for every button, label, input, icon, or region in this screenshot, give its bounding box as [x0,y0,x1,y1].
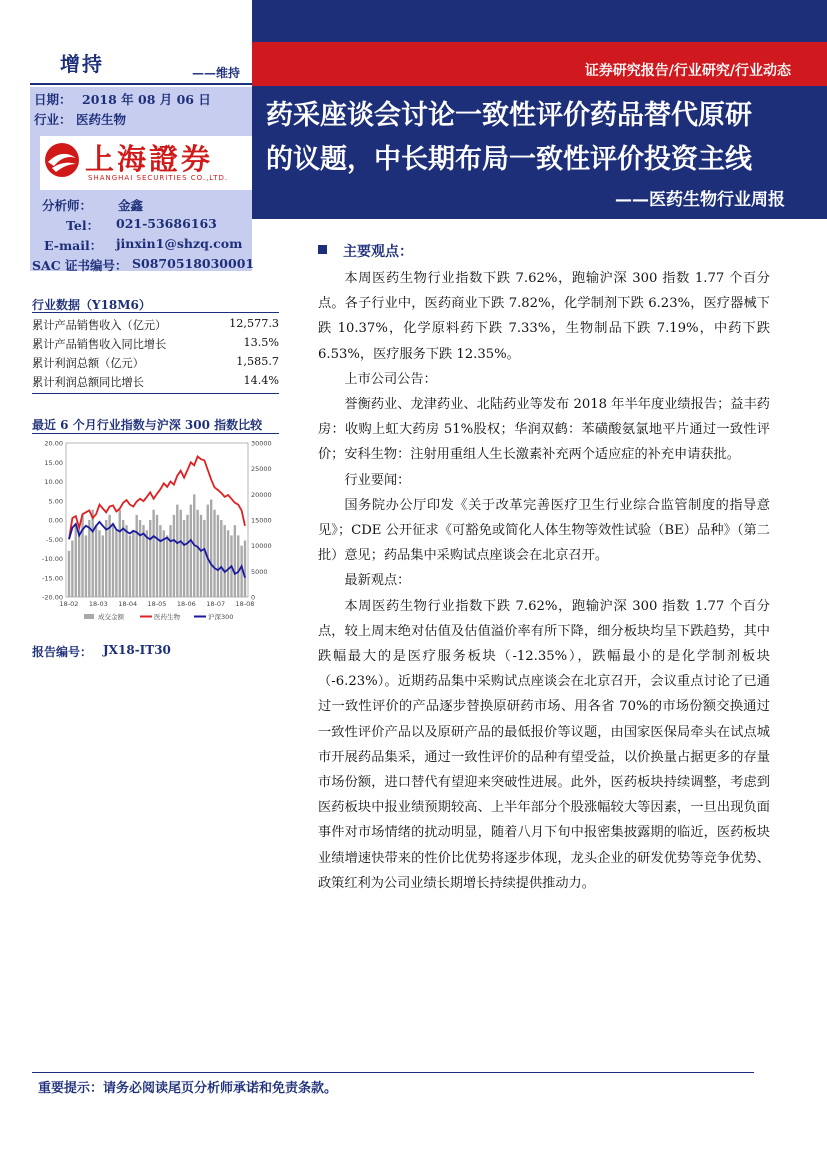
rating: 增持 [60,52,104,76]
volume-bar [169,525,171,597]
volume-bar [196,510,198,597]
paragraph: 行业要闻： [344,472,411,488]
row-label: 累计利润总额（亿元） [32,357,144,370]
paragraph: 最新观点： [344,573,411,589]
industry-data-title: 行业数据（Y18M6） [32,298,151,312]
index-comparison-chart [32,437,282,627]
volume-bar [149,520,151,597]
paragraph: 本周医药生物行业指数下跌 7.62%，跑输沪深 300 指数 1.77 个百分点。各子行业中，医药商业下跌 7.82%，化学制剂下跌 6.23%，医疗器械下跌 10.37%，化学原料药下跌 7.33%，生物制品下跌 7.19%，中药下跌 6.53%，医疗服务下跌 12.35%。 [318,271,770,362]
x-tick-label: 18-08 [235,600,255,608]
paragraph: 国务院办公厅印发《关于改革完善医疗卫生行业综合监管制度的指导意见》；CDE 公开征求《可豁免或简化人体生物等效性试验（BE）品种》（第二批）意见；药品集中采购试点座谈会在北京召开。 [318,497,770,564]
rating-sub: ——维持 [192,66,241,80]
row-label: 累计产品销售收入同比增长 [32,338,167,351]
legend-swatch-volume [84,614,94,619]
volume-bar [244,541,246,597]
x-tick-label: 18-03 [88,600,108,608]
main-heading: 主要观点： [343,244,413,260]
volume-bar [146,530,148,597]
sac-value: S0870518030001 [132,256,255,271]
report-subtitle: ——医药生物行业周报 [615,190,785,210]
volume-bar [95,525,97,597]
table-row [32,317,279,333]
volume-bar [183,520,185,597]
footer-rule [32,1072,754,1073]
volume-bar [105,520,107,597]
volume-bar [190,505,192,597]
volume-bar [68,551,70,597]
logo-mark-icon [42,140,82,180]
y-tick-label-left: 15.00 [44,458,63,467]
y-tick-label-left: -20.00 [42,593,63,602]
y-tick-label-left: 5.00 [48,497,63,506]
volume-bar [88,520,90,597]
y-tick-label-left: 10.00 [44,478,63,486]
volume-bar [139,520,141,597]
table-row [32,374,279,390]
volume-bar [115,530,117,597]
table-row [32,336,279,352]
y-tick-label-right: 25000 [251,465,272,474]
legend-label: 沪深300 [208,613,234,621]
volume-bar [132,530,134,597]
paragraph: 誉衡药业、龙津药业、北陆药业等发布 2018 年半年度业绩报告；益丰药房：收购上虹大药房 51%股权；华润双鹤：苯磺酸氨氯地平片通过一致性评价；安科生物：注射用重组人生长激素补充两个适应症的补充申请获批。 [318,397,770,463]
header-band-top [252,0,827,42]
volume-bar [223,525,225,597]
y-tick-label-left: -5.00 [46,535,63,544]
row-value: 14.4% [243,374,279,387]
volume-bar [85,535,87,597]
report-no-label: 报告编号： [32,645,93,659]
table-rule [32,312,279,313]
date-label: 日期： [34,92,72,107]
paragraph: 本周医药生物行业指数下跌 7.62%，跑输沪深 300 指数 1.77 个百分点，较上周末绝对估值及估值溢价率有所下降，细分板块均呈下跌趋势，其中跌幅最大的是医疗服务板块（-12.35%），跌幅最小的是化学制剂板块（-6.23%）。近期药品集中采购试点座谈会在北京召开，会议重点讨论了已通过一致性评价的产品逐步替换原研药市场、用各省 70%的市场份额交换通过一致性评价产品以及原研产品的最低报价等议题，由国家医保局牵头在试点城市开展药品集采，通过一致性评价的品种有望受益，以价换量占据更多的存量市场份额，进口替代有望迎来突破性进展。此外，医药板块持续调整，考虑到医药板块中报业绩预期较高、上半年部分个股涨幅较大等因素，一旦出现负面事件对市场情绪的扰动明显，随着八月下旬中报密集披露期的临近，医药板块业绩增速快带来的性价比优势将逐步体现，龙头企业的研发优势等竞争优势、政策红利为公司业绩长期增长持续提供推动力。 [318,598,770,891]
volume-bar [186,515,188,597]
volume-bar [166,535,168,597]
y-tick-label-right: 15000 [251,516,272,525]
report-category: 证券研究报告/行业研究/行业动态 [584,63,791,79]
y-tick-label-right: 0 [251,593,256,602]
volume-bar [179,510,181,597]
tel-value: 021-53686163 [116,216,217,231]
volume-bar [227,530,229,597]
date-value: 2018 年 08 月 06 日 [82,92,211,107]
y-tick-label-left: -10.00 [42,555,63,563]
volume-bar [122,520,124,597]
volume-bar [159,525,161,597]
volume-bar [237,535,239,597]
volume-bar [200,515,202,597]
volume-bar [78,530,80,597]
volume-bar [152,510,154,597]
logo-en: SHANGHAI SECURITIES CO.,LTD. [88,174,229,182]
row-value: 13.5% [243,336,279,349]
legend-label: 成交金额 [98,613,124,621]
footer-notice: 重要提示：请务必阅读尾页分析师承诺和免责条款。 [38,1081,338,1096]
volume-bar [234,525,236,597]
volume-bar [156,515,158,597]
volume-bar [125,525,127,597]
volume-bar [217,515,219,597]
volume-bar [98,530,100,597]
title-line-2: 的议题，中长期布局一致性评价投资主线 [266,144,752,175]
volume-bar [75,525,77,597]
email-label: E-mail： [44,238,103,253]
y-tick-label-right: 10000 [251,542,272,551]
y-tick-label-right: 5000 [251,567,268,576]
volume-bar [213,510,215,597]
chart-title: 最近 6 个月行业指数与沪深 300 指数比较 [32,418,263,432]
row-label: 累计产品销售收入（亿元） [32,319,167,332]
volume-bar [207,505,209,597]
chart-rule [32,433,279,434]
sac-label: SAC 证书编号： [32,258,128,273]
main-body [318,266,770,896]
paragraph: 上市公司公告： [344,371,437,387]
bullet-square-icon [318,245,327,254]
analyst-value: 金鑫 [118,198,144,213]
y-tick-label-right: 30000 [251,439,272,448]
industry-value: 医药生物 [76,112,127,127]
y-tick-label-right: 20000 [251,490,272,499]
volume-bar [112,525,114,597]
analyst-label: 分析师： [42,198,93,213]
volume-bar [119,510,121,597]
report-no-value: JX18-IT30 [103,643,171,657]
volume-bar [173,515,175,597]
row-value: 1,585.7 [236,355,279,368]
row-value: 12,577.3 [229,317,279,330]
row-label: 累计利润总额同比增长 [32,376,144,389]
volume-bar [203,520,205,597]
legend-label: 医药生物 [154,613,180,621]
email-value: jinxin1@shzq.com [116,236,243,251]
volume-bar [176,505,178,597]
y-tick-label-left: -15.00 [42,574,63,583]
volume-bar [220,520,222,597]
x-tick-label: 18-04 [118,600,138,608]
volume-bar [91,510,93,597]
table-row [32,355,279,371]
volume-bar [142,525,144,597]
y-tick-label-left: 20.00 [44,439,63,448]
divider [30,83,252,85]
tel-label: Tel： [66,218,100,233]
volume-bar [210,499,212,597]
y-tick-label-left: 0.00 [48,516,63,525]
x-tick-label: 18-07 [206,600,226,608]
volume-bar [102,535,104,597]
x-tick-label: 18-06 [176,600,196,608]
industry-label: 行业： [34,112,72,127]
volume-bar [135,515,137,597]
volume-bar [129,535,131,597]
volume-bar [71,541,73,597]
x-tick-label: 18-05 [147,600,167,608]
table-rule [32,393,279,394]
logo-text: 上海證券 [85,142,214,176]
title-line-1: 药采座谈会讨论一致性评价药品替代原研 [266,100,752,131]
volume-bar [81,515,83,597]
x-tick-label: 18-02 [59,600,79,608]
